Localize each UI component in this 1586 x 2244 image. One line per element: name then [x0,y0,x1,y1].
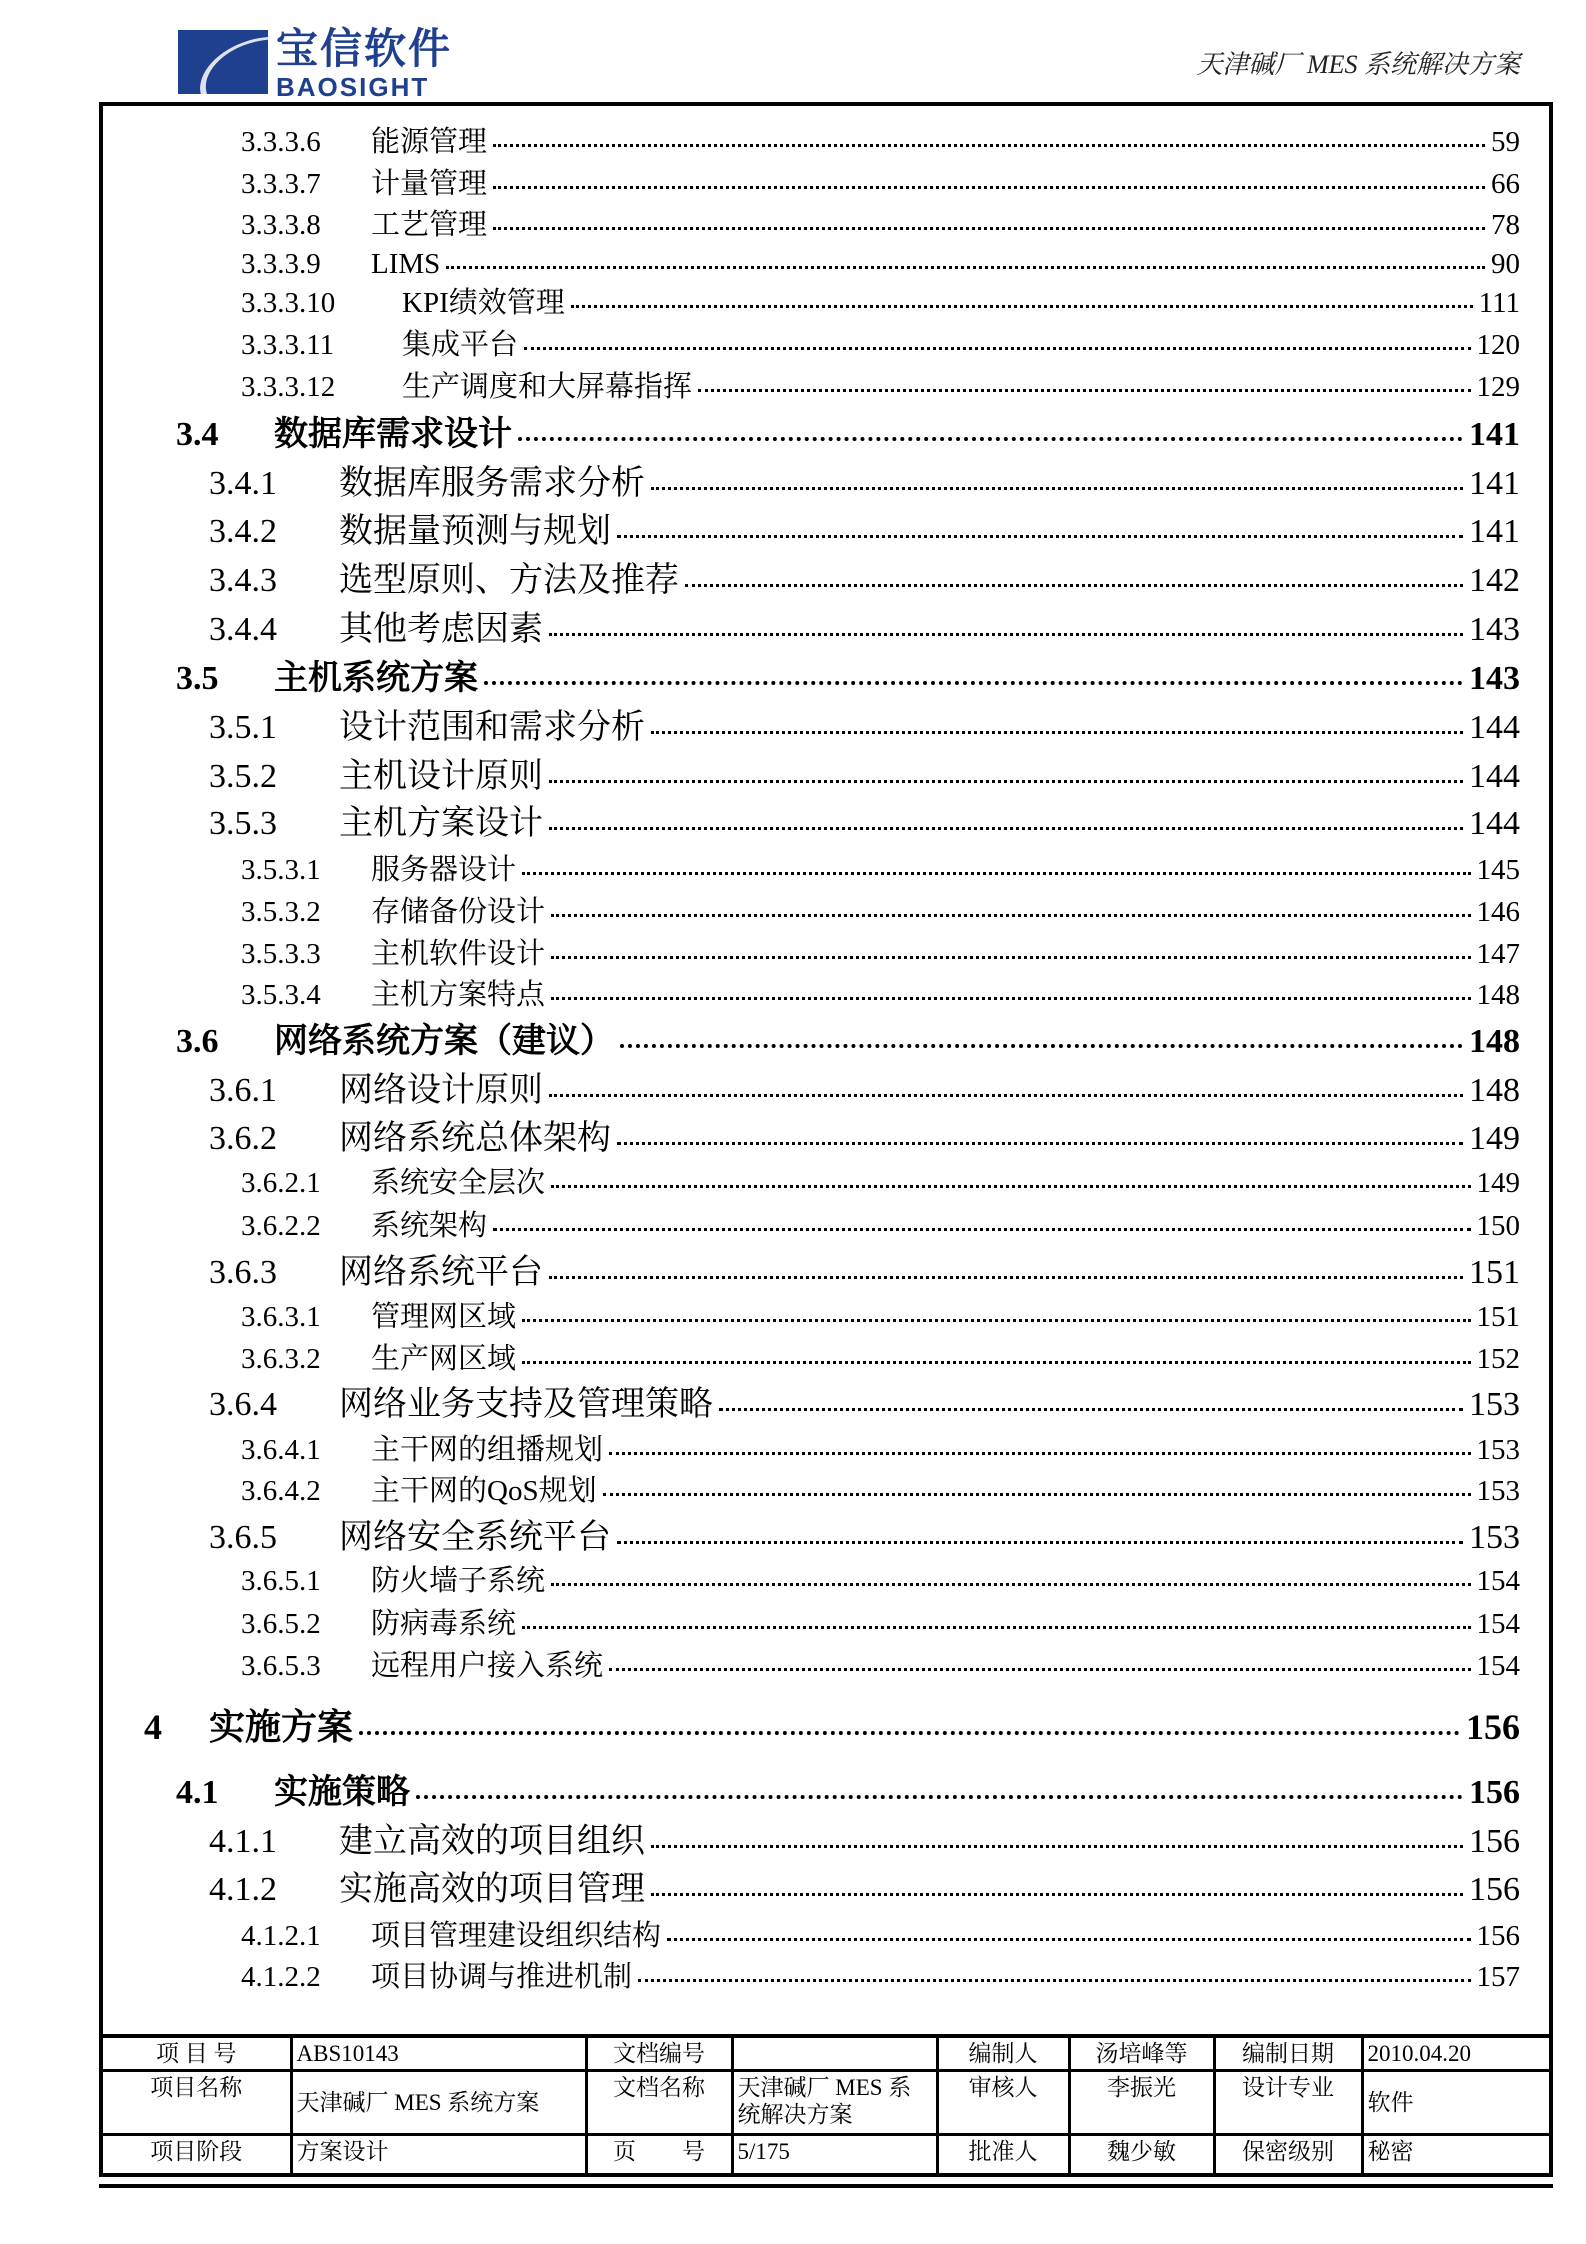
toc-entry[interactable] [241,169,1520,201]
dot-leader [651,731,1463,734]
doc-name-label: 文档名称 [586,2071,732,2135]
toc-entry-title: 实施方案 [209,1707,354,1748]
toc-entry-title: 计量管理 [371,167,488,200]
toc-entry-page: 152 [1476,1342,1520,1375]
toc-entry-number: 3.3.3.12 [241,370,336,403]
project-no: ABS10143 [291,2036,586,2071]
toc-entry-number: 3.4 [176,416,219,453]
dot-leader [685,584,1463,587]
toc-entry[interactable] [241,288,1520,320]
toc-entry[interactable] [209,611,1520,648]
toc-entry-title: 建立高效的项目组织 [339,1823,645,1861]
dot-leader [667,1938,1470,1941]
toc-entry[interactable] [241,1302,1520,1334]
toc-entry[interactable] [209,758,1520,795]
toc-entry-number: 3.6.3 [209,1253,277,1291]
dot-leader [549,1094,1463,1097]
toc-entry-page: 141 [1469,416,1520,453]
toc-entry-page: 153 [1469,1519,1520,1557]
dot-leader [549,1276,1463,1279]
toc-entry-title: 网络业务支持及管理策略 [339,1386,713,1424]
toc-entry[interactable] [241,1962,1520,1994]
toc-entry[interactable] [209,805,1520,842]
dot-leader [493,227,1485,230]
doc-no-label: 文档编号 [586,2036,732,2071]
toc-entry-title: 系统架构 [371,1210,488,1243]
toc-entry-page: 148 [1469,1023,1520,1061]
logo-text-en: BAOSIGHT [276,72,430,102]
toc-entry-number: 3.3.3.10 [241,287,336,320]
toc-entry-title: 实施高效的项目管理 [339,1870,645,1908]
dot-leader [551,1185,1470,1188]
toc-entry-page: 144 [1469,805,1520,843]
toc-entry[interactable] [209,1386,1520,1423]
toc-entry-page: 141 [1469,512,1520,550]
toc-entry-number: 3.5.3.2 [241,895,321,928]
toc-entry[interactable] [209,1823,1520,1860]
company-logo [178,26,523,100]
toc-entry-title: 网络系统总体架构 [339,1119,611,1157]
toc-entry-number: 3.5.1 [209,708,277,746]
secrecy-label: 保密级别 [1214,2135,1362,2175]
toc-entry-title: 项目管理建设组织结构 [371,1919,662,1952]
toc-entry[interactable] [209,1120,1520,1157]
dot-leader [719,1408,1463,1411]
toc-entry-page: 141 [1469,465,1520,503]
toc-entry-page: 156 [1469,1823,1520,1861]
toc-entry-title: 工艺管理 [371,209,488,242]
toc-entry[interactable] [241,330,1520,362]
toc-entry-title: 主机方案设计 [339,805,543,843]
doc-name: 天津碱厂 MES 系统解决方案 [732,2071,937,2135]
toc-entry-number: 4.1.2.1 [241,1919,321,1952]
project-no-label: 项 目 号 [101,2036,291,2071]
toc-entry-title: 防病毒系统 [371,1608,517,1641]
toc-entry-number: 4.1.2.2 [241,1961,321,1994]
toc-entry[interactable] [241,980,1520,1012]
toc-entry-page: 90 [1491,248,1520,281]
toc-entry[interactable] [241,897,1520,929]
document-title: 天津碱厂 MES 系统解决方案 [1196,50,1520,79]
toc-entry-number: 3.4.3 [209,561,277,599]
toc-entry-title: 网络系统平台 [339,1253,543,1291]
dot-leader [493,186,1485,189]
toc-entry-number: 3.4.2 [209,512,277,550]
project-name-label: 项目名称 [101,2071,291,2135]
toc-entry-number: 3.6.3.2 [241,1342,321,1375]
toc-entry-page: 144 [1469,708,1520,746]
toc-entry[interactable] [241,1344,1520,1376]
toc-entry[interactable] [176,660,1520,697]
toc-entry[interactable] [241,127,1520,159]
approver: 魏少敏 [1069,2135,1214,2175]
toc-entry-title: LIMS [371,248,441,281]
toc-entry-title: 主干网的组播规划 [371,1433,604,1466]
toc-entry-title: 集成平台 [402,329,519,362]
toc-entry-number: 3.6.4 [209,1386,277,1424]
toc-entry-title: 数据库服务需求分析 [339,465,645,503]
toc-entry[interactable] [209,709,1520,746]
stage: 方案设计 [291,2135,586,2175]
toc-entry-number: 4 [144,1707,162,1748]
dot-leader [416,1795,1463,1799]
toc-entry[interactable] [241,1476,1520,1508]
toc-entry-title: 网络设计原则 [339,1072,543,1110]
doc-no [732,2036,937,2071]
toc-entry-number: 3.6.4.2 [241,1475,321,1508]
toc-entry-page: 129 [1476,370,1520,403]
toc-entry[interactable] [176,1023,1520,1060]
toc-entry[interactable] [209,513,1520,550]
dot-leader [549,827,1463,830]
page-label: 页 号 [586,2135,732,2175]
dot-leader [518,437,1463,441]
toc-entry-number: 4.1.2 [209,1870,277,1908]
toc-entry-number: 3.3.3.8 [241,209,321,242]
toc-entry-number: 3.5.2 [209,757,277,795]
author: 汤培峰等 [1069,2036,1214,2071]
toc-entry-number: 3.4.1 [209,465,277,503]
date: 2010.04.20 [1362,2036,1551,2071]
toc-entry[interactable] [241,1168,1520,1200]
reviewer-label: 审核人 [937,2071,1069,2135]
toc-entry-number: 3.3.3.11 [241,329,335,362]
toc-entry-number: 3.6.5.1 [241,1564,321,1597]
toc-entry-number: 3.6.2.1 [241,1166,321,1199]
toc-entry-page: 151 [1476,1301,1520,1333]
discipline-label: 设计专业 [1214,2071,1362,2135]
toc-entry-page: 156 [1469,1774,1520,1812]
toc-entry-page: 142 [1469,561,1520,599]
toc-entry-page: 156 [1466,1707,1520,1748]
toc-entry-page: 145 [1476,853,1520,886]
logo-text-cn: 宝信软件 [276,24,453,73]
toc-entry-number: 3.6 [176,1023,219,1061]
toc-entry[interactable] [241,1566,1520,1598]
toc-entry-number: 3.6.1 [209,1072,277,1110]
dot-leader [609,1452,1470,1455]
toc-entry-number: 3.5 [176,659,219,697]
dot-leader [638,1979,1470,1982]
dot-leader [551,914,1470,917]
toc-entry-page: 150 [1476,1210,1520,1243]
dot-leader [446,266,1485,269]
dot-leader [551,956,1470,959]
project-name: 天津碱厂 MES 系统方案 [291,2071,586,2135]
toc-entry[interactable] [209,1072,1520,1109]
toc-entry[interactable] [241,939,1520,971]
toc-entry-page: 143 [1469,610,1520,648]
toc-entry[interactable] [209,1254,1520,1291]
toc-entry-title: 能源管理 [371,125,488,158]
toc-entry[interactable] [241,855,1520,887]
toc-entry[interactable] [209,1871,1520,1908]
bottom-rule [99,2184,1553,2188]
toc-entry-page: 66 [1491,167,1520,200]
toc-entry-title: 设计范围和需求分析 [339,708,645,746]
toc-entry-title: 选型原则、方法及推荐 [339,561,679,599]
toc-entry-number: 3.4.4 [209,610,277,648]
toc-entry-page: 120 [1476,329,1520,362]
toc-entry-page: 151 [1469,1253,1520,1291]
page-number: 5/175 [732,2135,937,2175]
toc-entry-title: 管理网区域 [371,1301,517,1333]
toc-entry-number: 3.3.3.9 [241,248,321,281]
toc-entry-number: 3.5.3.4 [241,979,321,1012]
toc-entry-page: 148 [1476,979,1520,1012]
toc-entry-page: 154 [1476,1649,1520,1682]
toc-entry-title: 实施策略 [274,1774,410,1812]
toc-entry-title: 生产网区域 [371,1342,517,1375]
toc-entry-page: 78 [1491,209,1520,242]
date-label: 编制日期 [1214,2036,1362,2071]
toc-entry-title: 数据库需求设计 [274,416,512,453]
toc-entry[interactable] [241,249,1520,281]
toc-entry-page: 111 [1478,287,1520,320]
toc-entry[interactable] [241,1211,1520,1243]
toc-entry-title: 主机软件设计 [371,937,546,970]
toc-entry-number: 3.5.3.1 [241,853,321,886]
dot-leader [522,1626,1470,1629]
stage-label: 项目阶段 [101,2135,291,2175]
dot-leader [698,389,1470,392]
dot-leader [617,1142,1463,1145]
toc-entry-page: 153 [1476,1433,1520,1466]
toc-entry-number: 4.1.1 [209,1823,277,1861]
dot-leader [522,1319,1470,1322]
toc-entry-number: 3.6.3.1 [241,1301,321,1333]
toc-entry-page: 143 [1469,659,1520,697]
dot-leader [620,1044,1463,1048]
dot-leader [522,872,1470,875]
dot-leader [524,347,1470,350]
toc-entry-number: 3.6.5.2 [241,1608,321,1641]
toc-entry-page: 59 [1491,125,1520,158]
toc-entry-page: 144 [1469,757,1520,795]
toc-entry[interactable] [241,1921,1520,1953]
toc-entry[interactable] [209,1519,1520,1556]
dot-leader [493,1228,1470,1231]
toc-entry-page: 153 [1469,1386,1520,1424]
toc-entry[interactable] [241,1651,1520,1683]
toc-entry[interactable] [241,1435,1520,1467]
toc-entry[interactable] [209,562,1520,599]
dot-leader [551,1583,1470,1586]
toc-entry-number: 3.6.2.2 [241,1210,321,1243]
toc-entry-title: 主机系统方案 [274,659,478,697]
document-info-table [99,2034,1553,2177]
toc-entry-title: 项目协调与推进机制 [371,1961,633,1994]
toc-entry-title: 主干网的QoS规划 [371,1475,597,1508]
dot-leader [609,1668,1470,1671]
toc-entry-page: 153 [1476,1475,1520,1508]
toc-entry-number: 3.6.5 [209,1519,277,1557]
dot-leader [522,1361,1470,1364]
dot-leader [571,305,1473,308]
dot-leader [551,997,1470,1000]
toc-entry-page: 146 [1476,895,1520,928]
dot-leader [651,1893,1463,1896]
toc-entry-title: 网络系统方案（建议） [274,1023,614,1061]
author-label: 编制人 [937,2036,1069,2071]
toc-entry-number: 3.6.4.1 [241,1433,321,1466]
logo-mark-icon [178,30,268,94]
dot-leader [617,535,1463,538]
toc-entry[interactable] [241,1609,1520,1641]
toc-entry-number: 3.5.3 [209,805,277,843]
toc-entry-title: 网络安全系统平台 [339,1519,611,1557]
toc-entry-page: 148 [1469,1072,1520,1110]
toc-entry-number: 3.6.2 [209,1119,277,1157]
reviewer: 李振光 [1069,2071,1214,2135]
toc-entry-title: 远程用户接入系统 [371,1649,604,1682]
toc-entry-number: 3.3.3.7 [241,167,321,200]
toc-entry[interactable] [144,1708,1520,1748]
dot-leader [651,1845,1463,1848]
toc-entry-page: 149 [1476,1166,1520,1199]
dot-leader [493,144,1485,147]
toc-entry-page: 156 [1469,1870,1520,1908]
toc-entry[interactable] [209,465,1520,502]
toc-entry-title: 主机设计原则 [339,757,543,795]
toc-entry-number: 3.5.3.3 [241,937,321,970]
toc-entry-title: 其他考虑因素 [339,610,543,648]
toc-entry-title: 存储备份设计 [371,895,546,928]
toc-entry-title: KPI绩效管理 [402,287,565,320]
dot-leader [549,633,1463,636]
discipline: 软件 [1362,2071,1551,2135]
toc-entry-page: 157 [1476,1961,1520,1994]
toc-entry-title: 数据量预测与规划 [339,512,611,550]
toc-entry-number: 4.1 [176,1774,219,1812]
toc-entry-number: 3.3.3.6 [241,125,321,158]
dot-leader [549,780,1463,783]
toc-entry-page: 147 [1476,937,1520,970]
toc-entry-title: 防火墙子系统 [371,1564,546,1597]
toc-entry[interactable] [176,416,1520,453]
toc-entry-page: 154 [1476,1608,1520,1641]
toc-entry-title: 生产调度和大屏幕指挥 [402,370,693,403]
approver-label: 批准人 [937,2135,1069,2175]
dot-leader [651,487,1463,490]
toc-entry[interactable] [176,1774,1520,1811]
toc-entry[interactable] [241,372,1520,404]
toc-entry-title: 服务器设计 [371,853,517,886]
dot-leader [359,1731,1460,1735]
dot-leader [603,1493,1471,1496]
toc-entry[interactable] [241,210,1520,242]
toc-entry-page: 156 [1476,1919,1520,1952]
secrecy: 秘密 [1362,2135,1551,2175]
toc-entry-page: 149 [1469,1119,1520,1157]
toc-entry-number: 3.6.5.3 [241,1649,321,1682]
toc-entry-page: 154 [1476,1564,1520,1597]
dot-leader [484,681,1463,685]
dot-leader [617,1541,1463,1544]
toc-entry-title: 系统安全层次 [371,1166,546,1199]
toc-entry-title: 主机方案特点 [371,979,546,1012]
